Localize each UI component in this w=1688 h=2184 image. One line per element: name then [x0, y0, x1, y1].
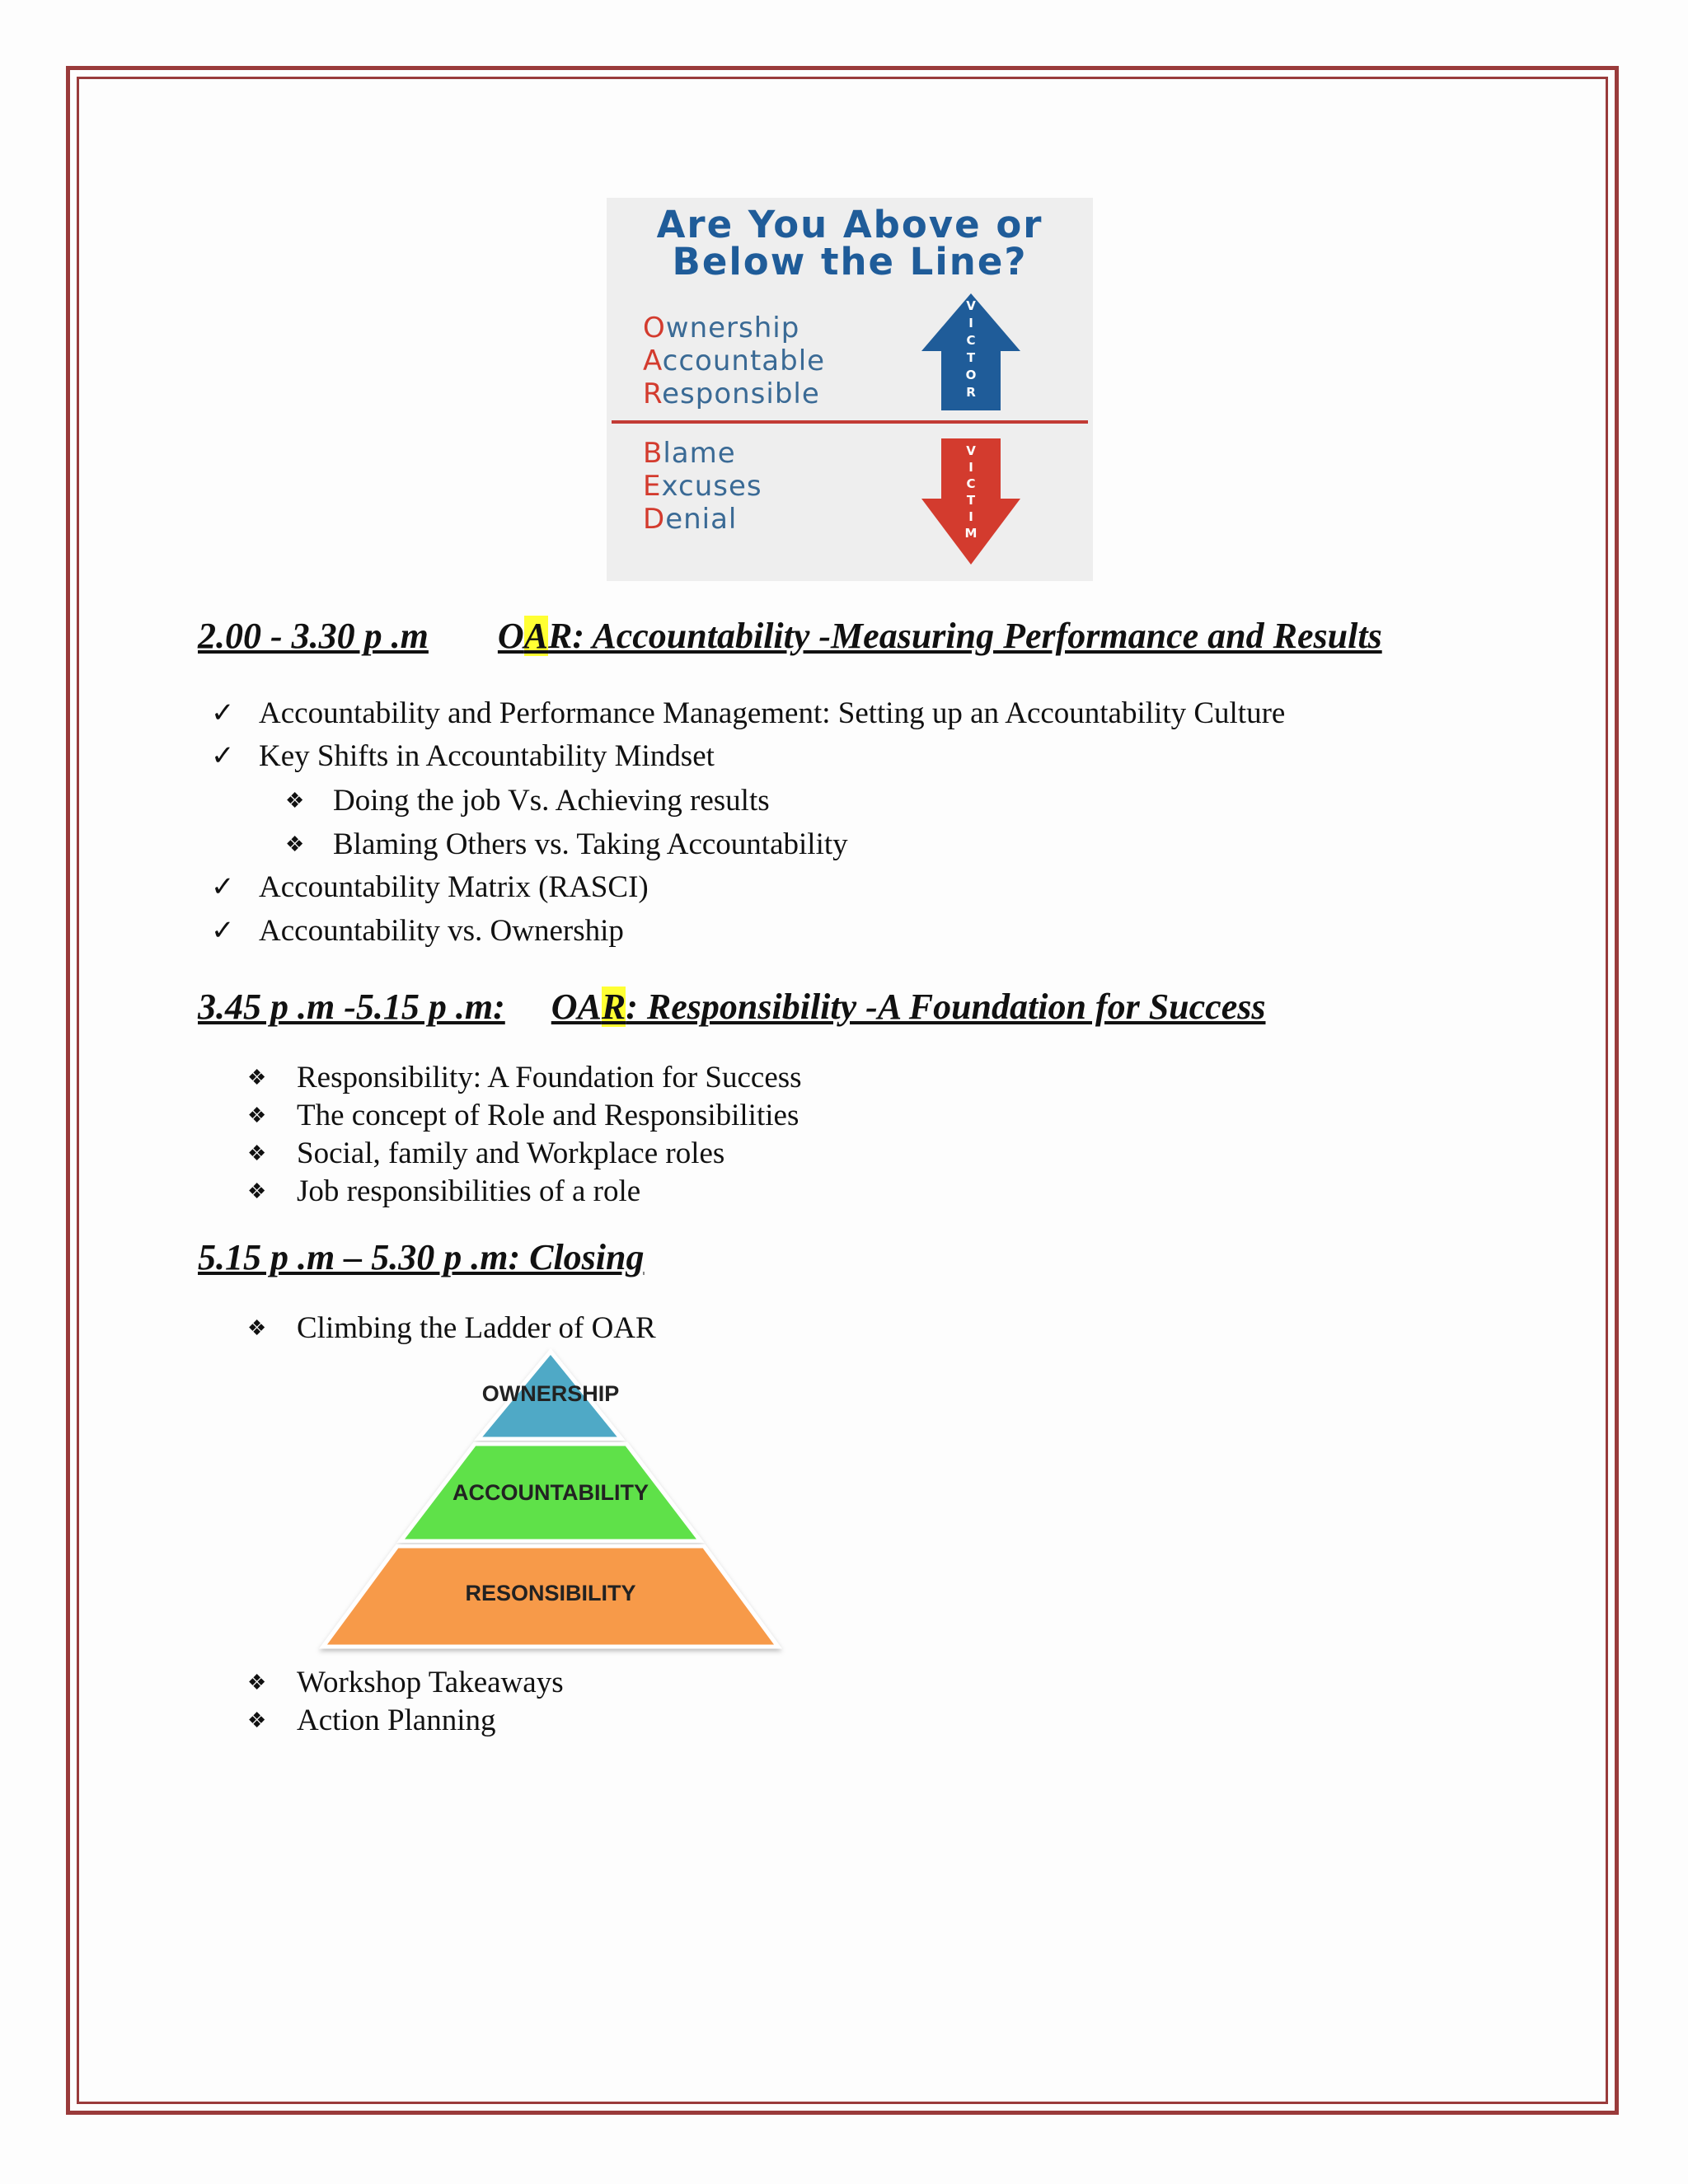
highlighted-letter: R: [601, 987, 626, 1027]
list-item: Social, family and Workplace roles: [297, 1137, 725, 1170]
check-icon: ✓: [211, 872, 235, 902]
above-below-line-image: [607, 198, 1093, 581]
list-item: Accountability and Performance Management: Setting up an Accountability Culture: [259, 696, 1286, 730]
list-item: Climbing the Ladder of OAR: [297, 1311, 656, 1345]
arrows-graphic: [607, 198, 1093, 581]
victim-letter: I: [968, 460, 973, 475]
word-responsible: Responsible: [643, 377, 820, 410]
victim-letter: T: [966, 493, 976, 508]
list-item: Accountability Matrix (RASCI): [259, 870, 649, 904]
victor-letter: I: [968, 316, 973, 330]
victor-letter: O: [965, 368, 977, 382]
victim-letter: M: [964, 526, 978, 541]
pyramid-label-accountability: ACCOUNTABILITY: [452, 1480, 649, 1505]
diamond-bullet-icon: ❖: [247, 1141, 267, 1165]
word-blame: Blame: [643, 437, 736, 470]
victor-letter: C: [966, 333, 976, 348]
list-item: Doing the job Vs. Achieving results: [333, 784, 770, 818]
pyramid-label-responsibility: RESONSIBILITY: [465, 1581, 636, 1605]
diamond-bullet-icon: ❖: [285, 789, 305, 813]
word-excuses: Excuses: [643, 470, 762, 503]
list-item: Action Planning: [297, 1704, 496, 1737]
diamond-bullet-icon: ❖: [247, 1316, 267, 1340]
diamond-bullet-icon: ❖: [247, 1671, 267, 1694]
section-heading-accountability: 2.00 - 3.30 p .m OAR: Accountability -Measuring Performance and Results: [198, 616, 1382, 656]
image-title: Are You Above or Below the Line?: [656, 203, 1043, 284]
diamond-bullet-icon: ❖: [285, 832, 305, 856]
pyramid-label-ownership: OWNERSHIP: [481, 1381, 620, 1406]
victim-letter: V: [966, 443, 976, 458]
check-icon: ✓: [211, 741, 235, 771]
list-item: Key Shifts in Accountability Mindset: [259, 739, 715, 773]
check-icon: ✓: [211, 916, 235, 946]
victim-letter: C: [966, 476, 976, 491]
check-icon: ✓: [211, 698, 235, 729]
section-heading-closing: 5.15 p .m – 5.30 p .m: Closing: [198, 1237, 645, 1277]
list-item: The concept of Role and Responsibilities: [297, 1099, 799, 1132]
list-item: Accountability vs. Ownership: [259, 914, 624, 948]
diamond-bullet-icon: ❖: [247, 1708, 267, 1732]
word-ownership: Ownership: [643, 312, 800, 344]
oar-ladder-pyramid: [305, 1343, 799, 1673]
list-item: Blaming Others vs. Taking Accountability: [333, 827, 848, 861]
victor-letter: R: [966, 385, 976, 400]
victim-letter: I: [968, 509, 973, 524]
list-item: Workshop Takeaways: [297, 1666, 564, 1699]
victor-letter: T: [966, 350, 976, 365]
section-heading-responsibility: 3.45 p .m -5.15 p .m: OAR: Responsibility -A Foundation for Success: [198, 987, 1266, 1027]
section-time: 3.45 p .m -5.15 p .m:: [198, 987, 505, 1027]
diamond-bullet-icon: ❖: [247, 1179, 267, 1203]
victor-letter: V: [966, 298, 976, 313]
word-denial: Denial: [643, 503, 738, 536]
diamond-bullet-icon: ❖: [247, 1104, 267, 1127]
list-item: Job responsibilities of a role: [297, 1174, 641, 1208]
section-time: 2.00 - 3.30 p .m: [198, 616, 429, 656]
list-item: Responsibility: A Foundation for Success: [297, 1061, 802, 1094]
diamond-bullet-icon: ❖: [247, 1066, 267, 1090]
word-accountable: Accountable: [643, 344, 826, 377]
highlighted-letter: A: [523, 616, 549, 656]
